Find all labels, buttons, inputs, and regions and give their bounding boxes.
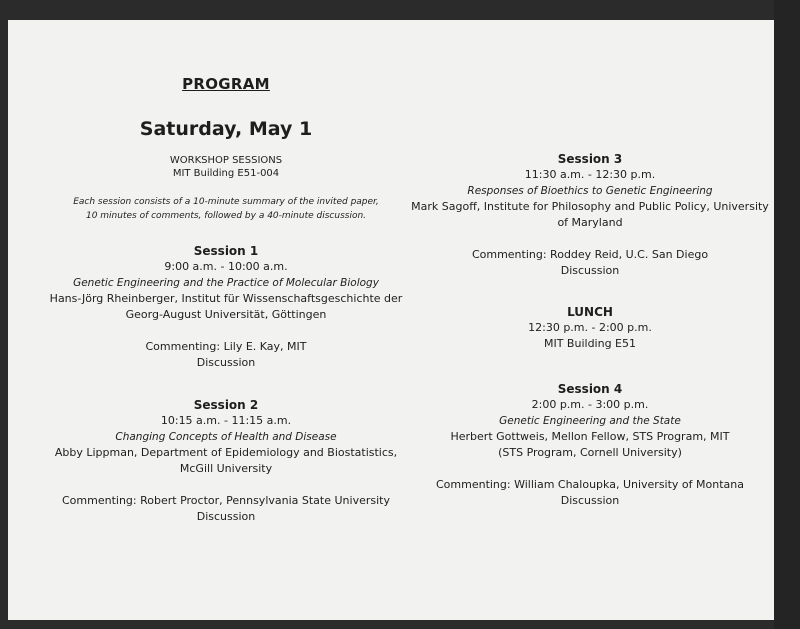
session-3 (405, 151, 775, 279)
session-title: Genetic Engineering and the State (499, 415, 681, 427)
lunch-time: 12:30 p.m. - 2:00 p.m. (528, 321, 652, 334)
session-1 (38, 243, 414, 371)
session-title: Changing Concepts of Health and Disease (115, 431, 337, 443)
session-time: 11:30 a.m. - 12:30 p.m. (524, 168, 656, 181)
intro-note (38, 195, 414, 223)
session-speaker-affiliation: Georg-August Universität, Göttingen (125, 308, 327, 321)
lunch-heading: LUNCH (567, 305, 613, 319)
session-title: Genetic Engineering and the Practice of Molecular Biology (73, 277, 379, 289)
session-4 (405, 381, 775, 509)
session-heading: Session 4 (557, 382, 623, 396)
session-heading: Session 2 (193, 398, 259, 412)
workshop-location: MIT Building E51-004 (172, 168, 280, 179)
session-speaker-affiliation: McGill University (179, 462, 273, 475)
session-speaker-affiliation: (STS Program, Cornell University) (498, 446, 682, 459)
session-speaker: Herbert Gottweis, Mellon Fellow, STS Program, MIT (450, 430, 730, 443)
session-time: 10:15 a.m. - 11:15 a.m. (160, 414, 292, 427)
session-title: Responses of Bioethics to Genetic Engineering (467, 185, 713, 197)
scan-edge (774, 0, 800, 629)
session-time: 2:00 p.m. - 3:00 p.m. (531, 398, 649, 411)
program-page (8, 20, 774, 620)
session-commenting: Commenting: William Chaloupka, University of Montana (435, 478, 744, 491)
program-heading: PROGRAM (182, 75, 270, 93)
session-discussion: Discussion (196, 356, 256, 369)
session-commenting: Commenting: Roddey Reid, U.C. San Diego (471, 248, 709, 261)
session-2 (38, 397, 414, 525)
session-speaker: Mark Sagoff, Institute for Philosophy and Public Policy, University (411, 200, 769, 213)
session-time: 9:00 a.m. - 10:00 a.m. (164, 260, 288, 273)
session-discussion: Discussion (196, 510, 256, 523)
session-heading: Session 1 (193, 244, 259, 258)
session-commenting: Commenting: Robert Proctor, Pennsylvania State University (62, 494, 390, 507)
intro-line-1: Each session consists of a 10-minute summary of the invited paper, (73, 197, 379, 207)
session-speaker: Hans-Jörg Rheinberger, Institut für Wissenschaftsgeschichte der (49, 292, 403, 305)
session-commenting: Commenting: Lily E. Kay, MIT (145, 340, 307, 353)
day-heading: Saturday, May 1 (139, 118, 313, 140)
intro-line-2: 10 minutes of comments, followed by a 40-minute discussion. (85, 211, 367, 221)
session-speaker: Abby Lippman, Department of Epidemiology and Biostatistics, (54, 446, 398, 459)
session-discussion: Discussion (560, 494, 620, 507)
session-speaker-affiliation: of Maryland (557, 216, 623, 229)
session-heading: Session 3 (557, 152, 623, 166)
lunch-block (405, 304, 775, 352)
workshop-title: WORKSHOP SESSIONS (169, 155, 283, 166)
workshop-info (38, 154, 414, 180)
session-discussion: Discussion (560, 264, 620, 277)
lunch-location: MIT Building E51 (543, 337, 637, 350)
